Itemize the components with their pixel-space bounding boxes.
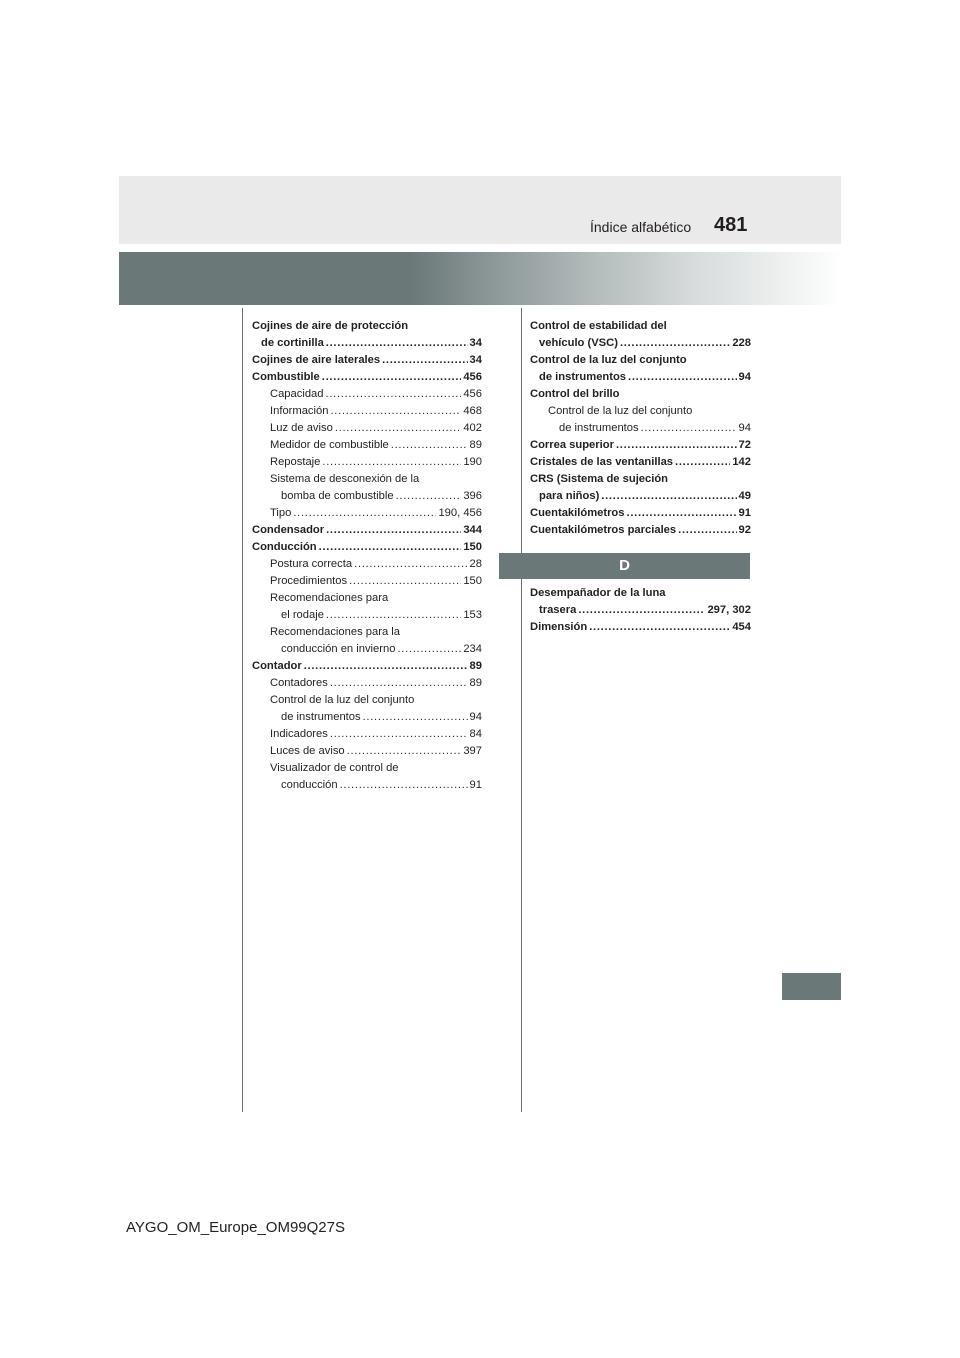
index-entry-term: Información xyxy=(270,405,329,417)
index-entry xyxy=(252,675,482,692)
footer-doc-code: AYGO_OM_Europe_OM99Q27S xyxy=(126,1219,345,1236)
index-entry xyxy=(530,369,751,386)
index-entry-term: Contador xyxy=(252,660,302,672)
dot-leader xyxy=(293,505,436,522)
index-entry-page: 34 xyxy=(469,354,482,366)
index-entry-term: Tipo xyxy=(270,507,292,519)
index-entry-term: vehículo (VSC) xyxy=(539,337,618,349)
index-entry xyxy=(252,539,482,556)
thumb-index-tab xyxy=(782,973,841,1000)
index-entry-term: conducción xyxy=(281,779,338,791)
index-entry xyxy=(252,454,482,471)
index-entry-heading: Visualizador de control de xyxy=(270,762,399,774)
index-entry-term: Cuentakilómetros xyxy=(530,507,625,519)
index-entry-term: Medidor de combustible xyxy=(270,439,389,451)
index-entry-page: 94 xyxy=(738,371,751,383)
index-entry-page: 190 xyxy=(463,456,482,468)
column-divider-right xyxy=(521,308,522,1112)
index-entry-heading: CRS (Sistema de sujeción xyxy=(530,473,669,485)
index-entry-page: 344 xyxy=(463,524,482,536)
index-entry xyxy=(252,641,482,658)
index-entry xyxy=(252,607,482,624)
index-entry-term: Correa superior xyxy=(530,439,614,451)
index-entry-page: 402 xyxy=(463,422,482,434)
index-entry xyxy=(252,522,482,539)
dot-leader xyxy=(335,420,462,437)
index-entry-term: Capacidad xyxy=(270,388,324,400)
dot-leader xyxy=(304,658,468,675)
index-entry xyxy=(252,726,482,743)
index-entry-page: 150 xyxy=(463,541,482,553)
dot-leader xyxy=(627,505,737,522)
index-entry xyxy=(530,619,751,636)
dot-leader xyxy=(319,539,462,556)
index-entry-page: 89 xyxy=(469,660,482,672)
dot-leader xyxy=(326,386,462,403)
index-entry-term: Postura correcta xyxy=(270,558,353,570)
index-entry-page: 456 xyxy=(463,388,482,400)
dot-leader xyxy=(349,573,461,590)
dot-leader xyxy=(382,352,467,369)
index-entry xyxy=(252,488,482,505)
index-entry-page: 297, 302 xyxy=(707,604,751,616)
index-entry-term: Cojines de aire laterales xyxy=(252,354,381,366)
index-entry-heading: Control de la luz del conjunto xyxy=(270,694,415,706)
index-entry-heading: Recomendaciones para la xyxy=(270,626,400,638)
dot-leader xyxy=(620,335,730,352)
index-entry-term: Contadores xyxy=(270,677,328,689)
dot-leader xyxy=(396,488,462,505)
index-entry-term: trasera xyxy=(539,604,577,616)
index-entry xyxy=(530,420,751,437)
index-entry-term: Luces de aviso xyxy=(270,745,345,757)
index-entry-page: 91 xyxy=(469,779,482,791)
dot-leader xyxy=(354,556,467,573)
index-entry-page: 89 xyxy=(469,439,482,451)
index-entry-term: Cuentakilómetros parciales xyxy=(530,524,677,536)
dot-leader xyxy=(678,522,736,539)
index-entry xyxy=(252,352,482,369)
dot-leader xyxy=(628,369,737,386)
dot-leader xyxy=(330,403,461,420)
index-entry xyxy=(252,403,482,420)
index-entry xyxy=(530,335,751,352)
index-entry-term: de cortinilla xyxy=(261,337,324,349)
index-column-left xyxy=(252,318,482,794)
dot-leader xyxy=(641,420,737,437)
index-entry-heading: Control de la luz del conjunto xyxy=(530,354,687,366)
index-entry xyxy=(252,386,482,403)
dot-leader xyxy=(397,641,461,658)
index-entry-term: de instrumentos xyxy=(539,371,627,383)
index-entry-heading: Control de la luz del conjunto xyxy=(548,405,693,417)
index-entry xyxy=(530,505,751,522)
index-entry-term: Luz de aviso xyxy=(270,422,333,434)
dot-leader xyxy=(347,743,462,760)
index-entry-heading: Control de estabilidad del xyxy=(530,320,667,332)
index-entry-heading: Sistema de desconexión de la xyxy=(270,473,420,485)
index-entry-term: Condensador xyxy=(252,524,325,536)
index-entry-page: 92 xyxy=(738,524,751,536)
column-divider-left xyxy=(242,308,243,1112)
index-entry xyxy=(530,437,751,454)
index-entry xyxy=(252,335,482,352)
index-entry-page: 234 xyxy=(463,643,482,655)
index-entry-term: bomba de combustible xyxy=(281,490,394,502)
page-number: 481 xyxy=(714,214,748,236)
index-entry-heading: Cojines de aire de protección xyxy=(252,320,409,332)
index-entry-page: 91 xyxy=(738,507,751,519)
index-entry xyxy=(252,556,482,573)
index-entry-term: Conducción xyxy=(252,541,317,553)
index-entry-page: 34 xyxy=(469,337,482,349)
dot-leader xyxy=(675,454,730,471)
index-entry xyxy=(530,522,751,539)
index-entry xyxy=(252,369,482,386)
index-entry-page: 228 xyxy=(732,337,751,349)
index-entry-page: 28 xyxy=(469,558,482,570)
index-entry-term: Cristales de las ventanillas xyxy=(530,456,674,468)
index-entry-page: 456 xyxy=(463,371,482,383)
section-letter-bar: D xyxy=(499,553,750,579)
index-entry-term: Dimensión xyxy=(530,621,588,633)
index-entry xyxy=(252,743,482,760)
index-entry-page: 397 xyxy=(463,745,482,757)
dot-leader xyxy=(589,619,730,636)
dot-leader xyxy=(322,369,462,386)
index-entry-term: Repostaje xyxy=(270,456,321,468)
index-entry-page: 150 xyxy=(463,575,482,587)
index-entry xyxy=(530,602,751,619)
index-column-right-top xyxy=(530,318,751,539)
index-entry-page: 468 xyxy=(463,405,482,417)
index-entry-term: el rodaje xyxy=(281,609,324,621)
dot-leader xyxy=(330,726,468,743)
dot-leader xyxy=(330,675,468,692)
index-entry-page: 94 xyxy=(469,711,482,723)
index-entry-term: Procedimientos xyxy=(270,575,348,587)
dot-leader xyxy=(391,437,468,454)
index-entry-term: de instrumentos xyxy=(281,711,361,723)
index-entry-page: 72 xyxy=(738,439,751,451)
index-entry-term: conducción en invierno xyxy=(281,643,396,655)
index-column-right-bottom xyxy=(530,585,751,636)
dot-leader xyxy=(326,522,461,539)
index-entry-heading: Control del brillo xyxy=(530,388,620,400)
dot-leader xyxy=(326,335,468,352)
index-entry-heading: Desempañador de la luna xyxy=(530,587,666,599)
index-entry xyxy=(252,437,482,454)
index-entry-term: de instrumentos xyxy=(559,422,639,434)
index-entry-page: 89 xyxy=(469,677,482,689)
index-entry-term: Indicadores xyxy=(270,728,328,740)
index-entry-page: 142 xyxy=(732,456,751,468)
dot-leader xyxy=(322,454,461,471)
index-entry-page: 190, 456 xyxy=(438,507,482,519)
index-entry-page: 454 xyxy=(732,621,751,633)
dot-leader xyxy=(326,607,461,624)
index-entry xyxy=(252,573,482,590)
index-entry-term: para niños) xyxy=(539,490,600,502)
header-title: Índice alfabético xyxy=(590,219,692,235)
index-entry-page: 396 xyxy=(463,490,482,502)
dot-leader xyxy=(340,777,468,794)
dot-leader xyxy=(363,709,468,726)
index-entry xyxy=(252,420,482,437)
index-entry-page: 94 xyxy=(738,422,751,434)
index-entry xyxy=(252,709,482,726)
header-gradient-bar xyxy=(119,252,841,305)
index-entry xyxy=(252,505,482,522)
index-entry-page: 153 xyxy=(463,609,482,621)
dot-leader xyxy=(616,437,737,454)
index-entry-term: Combustible xyxy=(252,371,320,383)
index-entry xyxy=(530,454,751,471)
index-entry xyxy=(530,488,751,505)
index-entry xyxy=(252,777,482,794)
index-entry-heading: Recomendaciones para xyxy=(270,592,389,604)
dot-leader xyxy=(601,488,736,505)
index-entry xyxy=(252,658,482,675)
index-entry-page: 84 xyxy=(469,728,482,740)
index-entry-page: 49 xyxy=(738,490,751,502)
dot-leader xyxy=(578,602,705,619)
